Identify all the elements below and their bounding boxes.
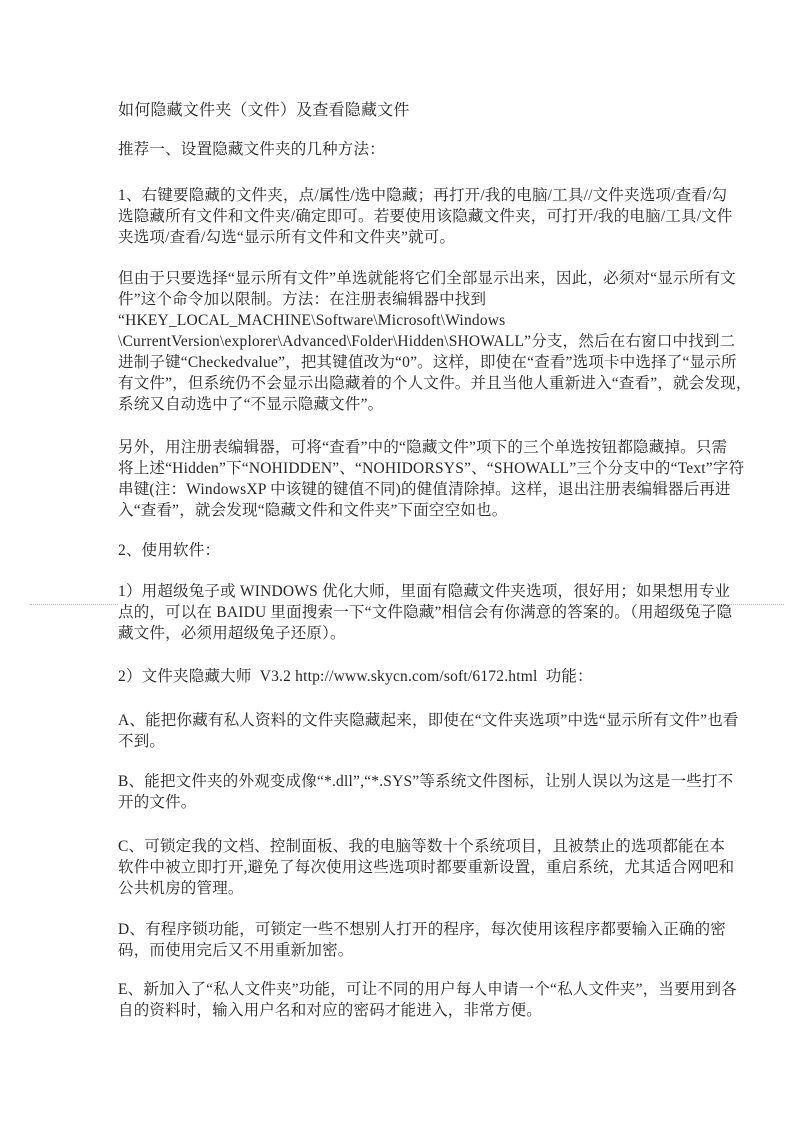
text-line: 但由于只要选择“显示所有文件”单选就能将它们全部显示出来，因此，必须对“显示所有文 [118,270,736,287]
paragraph-feature-e [118,979,737,1021]
paragraph-feature-c [118,836,734,899]
text-line: 将上述“Hidden”下“NOHIDDEN”、“NOHIDORSYS”、“SHOWALL”三个分支中的“Text”字符 [118,460,745,477]
text-line: 公共机房的管理。 [118,880,244,897]
paragraph-section-heading [118,139,385,160]
text-line: 藏文件，必须用超级兔子还原）。 [118,625,346,642]
text-line: B、能把文件夹的外观变成像“*.dll”,“*.SYS”等系统文件图标，让别人误以为这是一些打不 [118,773,734,790]
text-line: 入“查看”，就会发现“隐藏文件和文件夹”下面空空如也。 [118,502,508,519]
registry-path-line: \CurrentVersion\explorer\Advanced\Folder\Hidden\SHOWALL”分支，然后在右窗口中找到二 [118,333,736,350]
document-title [118,100,410,121]
text-line: 有文件”，但系统仍不会显示出隐藏着的个人文件。并且当他人重新进入“查看”，就会发现， [118,375,752,392]
text-line: D、有程序锁功能，可锁定一些不想别人打开的程序，每次使用该程序都要输入正确的密 [118,921,726,938]
paragraph-registry-hide-radios [118,437,744,521]
paragraph-software-1 [118,581,732,644]
document-title-text: 如何隐藏文件夹（文件）及查看隐藏文件 [118,102,410,119]
paragraph-registry-limit [118,268,752,415]
paragraph-software-2 [118,666,593,687]
text-line: A、能把你藏有私人资料的文件夹隐藏起来，即使在“文件夹选项”中选“显示所有文件”也看 [118,712,739,729]
text-line: E、新加入了“私人文件夹”功能，可让不同的用户每人申请一个“私人文件夹”，当要用到各 [118,981,737,998]
registry-path-line: “HKEY_LOCAL_MACHINE\Software\Microsoft\Windows [118,312,506,329]
text-line: 推荐一、设置隐藏文件夹的几种方法： [118,141,385,158]
software-url-line: 2）文件夹隐藏大师 V3.2 http://www.skycn.com/soft/6172.html 功能： [118,668,593,685]
page-break-dash-left [30,604,118,605]
text-line: 进制子键“Checkedvalue”，把其键值改为“0”。这样，即使在“查看”选项卡中选择了“显示所 [118,354,737,371]
paragraph-method-2-heading [118,540,220,561]
text-line: 点的，可以在 BAIDU 里面搜索一下“文件隐藏”相信会有你满意的答案的。（用超级兔子隐 [118,604,733,621]
paragraph-feature-a [118,710,739,752]
text-line: 不到。 [118,733,166,750]
paragraph-feature-b [118,771,733,813]
paragraph-feature-d [118,919,726,961]
text-line: 件”这个命令加以限制。方法：在注册表编辑器中找到 [118,291,487,308]
text-line: 软件中被立即打开,避免了每次使用这些选项时都要重新设置，重启系统，尤其适合网吧和 [118,859,735,876]
text-line: 开的文件。 [118,794,197,811]
text-line: C、可锁定我的文档、控制面板、我的电脑等数十个系统项目，且被禁止的选项都能在本 [118,838,726,855]
text-line: 1）用超级兔子或 WINDOWS 优化大师，里面有隐藏文件夹选项，很好用；如果想用专业 [118,583,731,600]
text-line: 码，而使用完后又不用重新加密。 [118,942,354,959]
paragraph-method-1 [118,185,733,248]
text-line: 自的资料时，输入用户名和对应的密码才能进入，非常方便。 [118,1002,542,1019]
text-line: 夹选项/查看/勾选“显示所有文件和文件夹”就可。 [118,229,456,246]
text-line: 串键(注：WindowsXP 中该键的键值不同)的健值清除掉。这样，退出注册表编辑器后再进 [118,481,731,498]
text-line: 选隐藏所有文件和文件夹/确定即可。若要使用该隐藏文件夹，可打开/我的电脑/工具/文件 [118,208,733,225]
text-line: 1、右键要隐藏的文件夹，点/属性/选中隐藏；再打开/我的电脑/工具//文件夹选项/查看/勾 [118,187,728,204]
text-line: 2、使用软件： [118,542,221,559]
text-line: 系统又自动选中了“不显示隐藏文件”。 [118,396,384,413]
text-line: 另外，用注册表编辑器，可将“查看”中的“隐藏文件”项下的三个单选按钮都隐藏掉。只需 [118,439,728,456]
